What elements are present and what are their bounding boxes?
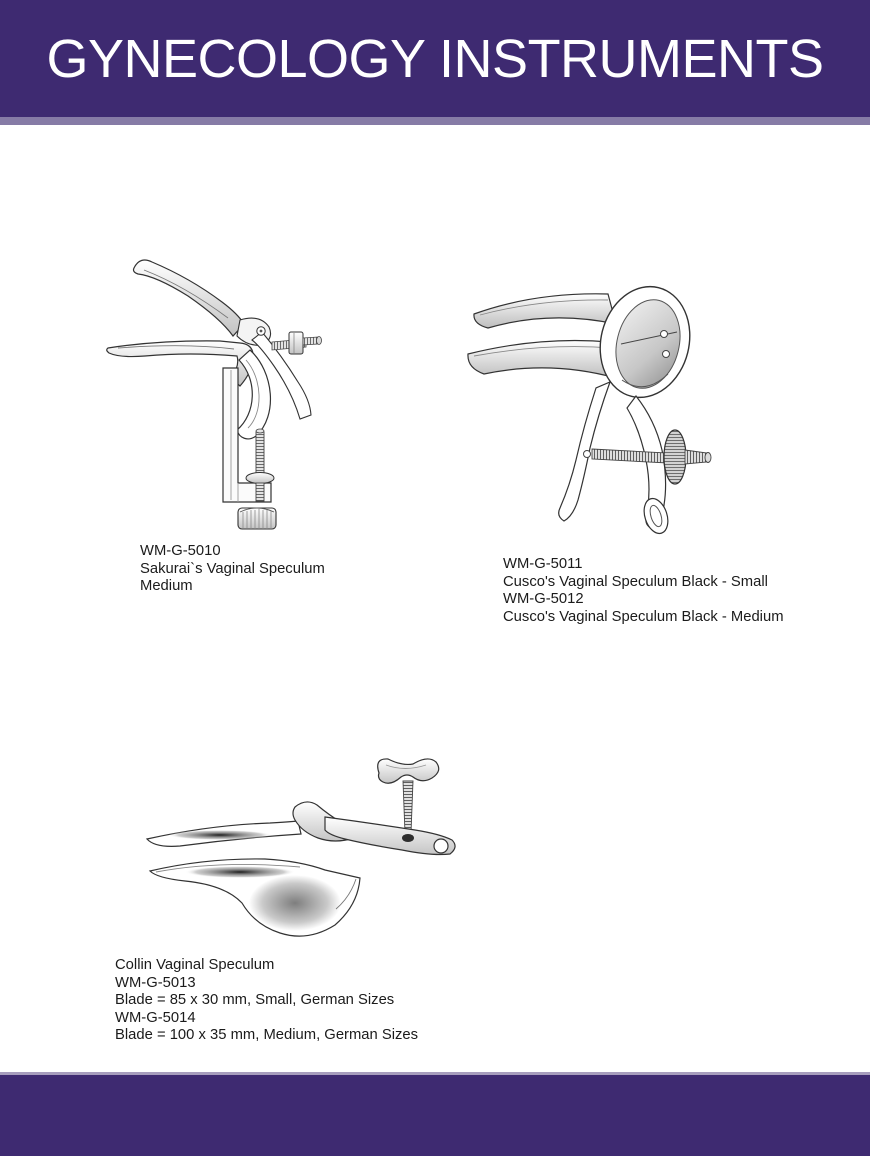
product-code: WM-G-5011 xyxy=(503,556,583,572)
product-code: WM-G-5014 xyxy=(115,1009,196,1026)
product-spec: Blade = 85 x 30 mm, Small, German Sizes xyxy=(115,992,395,1008)
product-code: WM-G-5012 xyxy=(503,591,584,607)
product-name: Collin Vaginal Speculum xyxy=(115,957,275,973)
product-label-sakurai xyxy=(140,543,325,596)
product-size: Medium xyxy=(140,578,193,594)
product-label-collin xyxy=(115,957,418,1045)
header-banner xyxy=(0,0,870,117)
product-name: Cusco's Vaginal Speculum Black - Medium xyxy=(503,608,784,625)
collin-speculum-illustration xyxy=(120,745,480,955)
product-code: WM-G-5010 xyxy=(140,543,221,559)
product-name: Cusco's Vaginal Speculum Black - Small xyxy=(503,573,768,590)
sakurai-speculum-illustration xyxy=(90,220,350,540)
product-name: Sakurai`s Vaginal Speculum xyxy=(140,560,325,577)
cusco-speculum-illustration xyxy=(440,280,730,540)
product-label-cusco xyxy=(503,556,784,626)
footer-banner xyxy=(0,1075,870,1156)
page-title: GYNECOLOGY INSTRUMENTS xyxy=(46,28,824,89)
cusco-speculum-image xyxy=(440,280,730,540)
product-code: WM-G-5013 xyxy=(115,974,196,991)
collin-speculum-image xyxy=(120,745,480,955)
product-spec: Blade = 100 x 35 mm, Medium, German Sizes xyxy=(115,1027,419,1043)
sakurai-speculum-image xyxy=(90,220,350,540)
header-accent-strip xyxy=(0,117,870,125)
